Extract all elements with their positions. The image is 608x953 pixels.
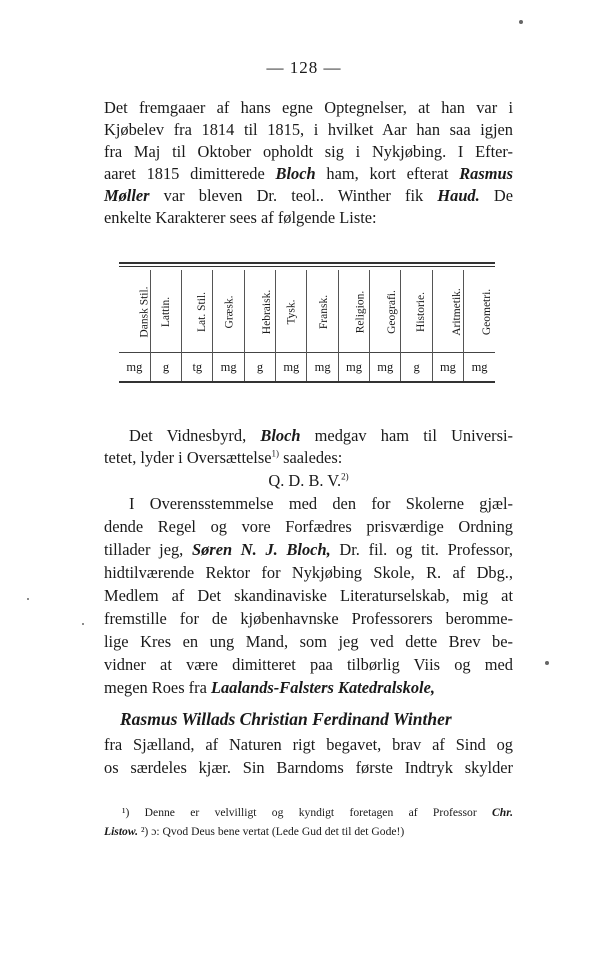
grade-cell: mg bbox=[307, 353, 338, 382]
footnote-ref-2: 2) bbox=[341, 471, 349, 482]
paragraph-3-line-4: hidtilværende Rektor for Nykjøbing Skole, R. af Dbg., bbox=[104, 563, 513, 582]
italic-name-listow: Listow. bbox=[104, 825, 139, 838]
grade-cell: tg bbox=[182, 353, 213, 382]
italic-name-bloch: Bloch bbox=[275, 164, 316, 183]
motto-text: Q. D. B. V. bbox=[268, 471, 342, 490]
footnote-2-text: ɔ: Qvod Deus bene vertat (Lede Gud det til det Gode!) bbox=[151, 825, 405, 838]
ink-speck bbox=[27, 598, 29, 600]
paragraph-3-line-8: vidner at være dimitteret paa tilbørlig Viis og med bbox=[104, 655, 513, 674]
motto-line bbox=[104, 470, 513, 492]
subject-header: Hebraisk. bbox=[244, 270, 275, 353]
grade-cell: mg bbox=[432, 353, 463, 382]
grades-row bbox=[119, 353, 495, 382]
text-run: Dr. fil. og tit. Professor, bbox=[330, 540, 513, 559]
italic-name-soren-bloch: Søren N. J. Bloch, bbox=[192, 540, 331, 559]
text-run: medgav ham til Universi- bbox=[300, 426, 513, 445]
grade-cell: g bbox=[244, 353, 275, 382]
paragraph-3-line-9 bbox=[104, 677, 513, 699]
table-bottom-rule bbox=[119, 381, 495, 383]
italic-name-moller: Møller bbox=[104, 186, 150, 205]
italic-name-bloch: Bloch bbox=[260, 426, 301, 445]
footnote-mark-1: ¹) bbox=[122, 806, 130, 819]
text-run: tillader jeg, bbox=[104, 540, 192, 559]
subject-header: Fransk. bbox=[307, 270, 338, 353]
text-run: aaret 1815 dimitterede bbox=[104, 164, 276, 183]
paragraph-3-line-6: fremstille for de kjøbenhavnske Professorers beromme- bbox=[104, 609, 513, 628]
footnote-1-line-2 bbox=[104, 823, 513, 840]
subject-header: Geometri. bbox=[464, 270, 495, 353]
grade-cell: mg bbox=[276, 353, 307, 382]
subject-header: Lat. Stil. bbox=[182, 270, 213, 353]
subject-header: Lattin. bbox=[150, 270, 181, 353]
page-number: — 128 — bbox=[266, 58, 342, 77]
paragraph-3-line-2: dende Regel og vore Forfædres prisværdige Ordning bbox=[104, 517, 513, 536]
footnote-ref-1: 1) bbox=[271, 448, 279, 459]
italic-name-rasmus: Rasmus bbox=[459, 164, 513, 183]
text-run: megen Roes fra bbox=[104, 678, 211, 697]
text-run: var bleven Dr. teol.. Winther fik bbox=[149, 186, 438, 205]
grades-table bbox=[119, 262, 495, 383]
grades-grid bbox=[119, 270, 495, 381]
italic-grade-haud: Haud. bbox=[437, 186, 480, 205]
subject-header: Historie. bbox=[401, 270, 432, 353]
paragraph-1-line-3: fra Maj til Oktober opholdt sig i Nykjøbing. I Efter- bbox=[104, 142, 513, 161]
grade-cell: mg bbox=[464, 353, 495, 382]
grade-cell: mg bbox=[370, 353, 401, 382]
text-run: ham, kort efterat bbox=[315, 164, 460, 183]
italic-school-name: Laalands-Falsters Katedralskole, bbox=[210, 678, 435, 697]
paragraph-1-line-5 bbox=[104, 185, 513, 207]
paragraph-3-line-11: fra Sjælland, af Naturen rigt begavet, brav af Sind og bbox=[104, 735, 513, 754]
table-top-rule bbox=[119, 262, 495, 264]
paragraph-2-line-1 bbox=[104, 425, 513, 447]
footnote-mark-2: ²) bbox=[138, 825, 152, 838]
grade-cell: g bbox=[150, 353, 181, 382]
grade-cell: mg bbox=[213, 353, 244, 382]
paragraph-3-line-3 bbox=[104, 539, 513, 561]
text-run: De bbox=[479, 186, 513, 205]
paragraph-1-line-6: enkelte Karakterer sees af følgende Liste: bbox=[104, 208, 377, 227]
text-run: saaledes: bbox=[279, 448, 343, 467]
footnote-1-line-1 bbox=[104, 804, 513, 821]
ink-speck bbox=[545, 661, 549, 665]
paragraph-3-line-7: lige Kres en ung Mand, som jeg ved dette Brev be- bbox=[104, 632, 513, 651]
paragraph-2-line-2 bbox=[104, 447, 513, 469]
paragraph-3-line-12: os særdeles kjær. Sin Barndoms første Indtryk skylder bbox=[104, 758, 513, 777]
student-name-line: Rasmus Willads Christian Ferdinand Winther bbox=[120, 709, 452, 729]
text-run: Det Vidnesbyrd, bbox=[129, 426, 261, 445]
subject-header: Tysk. bbox=[276, 270, 307, 353]
paragraph-1-line-2: Kjøbelev fra 1814 til 1815, i hvilket Aar han saa igjen bbox=[104, 120, 513, 139]
ink-speck bbox=[82, 623, 84, 625]
subject-header: Dansk Stil. bbox=[138, 286, 151, 338]
subject-header: Geografi. bbox=[370, 270, 401, 353]
subject-header-row bbox=[119, 270, 495, 353]
subject-header: Religion. bbox=[338, 270, 369, 353]
paragraph-1-line-1: Det fremgaaer af hans egne Optegnelser, at han var i bbox=[104, 98, 513, 117]
paragraph-3-line-1: I Overensstemmelse med den for Skolerne gjæl- bbox=[129, 494, 513, 513]
footnote-text: Denne er velvilligt og kyndigt foretagen af Professor bbox=[129, 806, 493, 819]
ink-speck bbox=[519, 20, 523, 24]
grade-cell: mg bbox=[119, 353, 150, 382]
subject-header: Aritmetik. bbox=[432, 270, 463, 353]
table-top-rule-thin bbox=[119, 266, 495, 267]
subject-header: Græsk. bbox=[213, 270, 244, 353]
italic-name-chr: Chr. bbox=[492, 806, 513, 819]
paragraph-1-line-4 bbox=[104, 163, 513, 185]
text-run: tetet, lyder i Oversættelse bbox=[104, 448, 272, 467]
grade-cell: mg bbox=[338, 353, 369, 382]
paragraph-3-line-5: Medlem af Det skandinaviske Literaturselskab, mig at bbox=[104, 586, 513, 605]
grade-cell: g bbox=[401, 353, 432, 382]
